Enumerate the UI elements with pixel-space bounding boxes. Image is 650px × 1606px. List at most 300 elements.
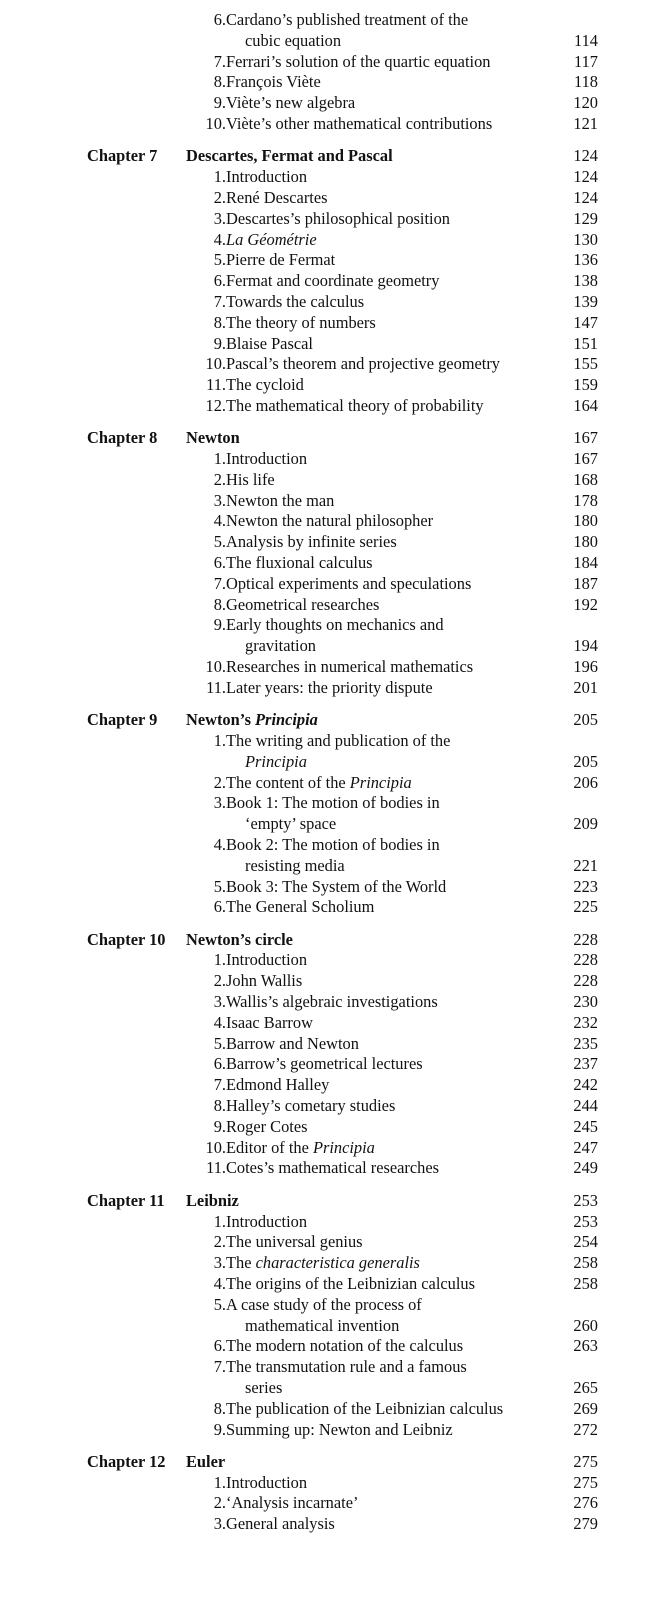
chapter-title <box>186 1190 239 1211</box>
page-number: 180 <box>573 511 598 531</box>
toc-entry <box>0 1472 650 1493</box>
page-number: 228 <box>573 950 598 970</box>
entry-title <box>226 949 307 970</box>
entry-title <box>226 510 433 531</box>
entry-number: 9. <box>213 1116 226 1136</box>
page-number: 124 <box>573 167 598 187</box>
toc-entry <box>0 166 650 187</box>
toc-entry <box>0 896 650 917</box>
entry-title-text: The modern notation of the calculus <box>226 1336 464 1356</box>
chapter-heading <box>0 145 650 166</box>
entry-title-text: Book 2: The motion of bodies in <box>226 834 440 854</box>
entry-title <box>226 730 450 751</box>
entry-title-text: Cotes’s mathematical researches <box>226 1158 439 1178</box>
page-number: 223 <box>573 876 598 896</box>
entry-title <box>226 1294 422 1315</box>
entry-number: 3. <box>213 1253 226 1273</box>
entry-title-text: The theory of numbers <box>226 312 376 332</box>
toc-entry <box>0 187 650 208</box>
entry-number: 2. <box>213 1493 226 1513</box>
toc-entry <box>0 1137 650 1158</box>
entry-title <box>226 677 433 698</box>
entry-number: 3. <box>213 208 226 228</box>
chapter-label: Chapter 12 <box>87 1451 166 1471</box>
entry-number: 5. <box>213 250 226 270</box>
entry-number: 2. <box>213 971 226 991</box>
entry-title <box>226 395 484 416</box>
entry-title <box>226 1231 363 1252</box>
entry-number: 8. <box>213 594 226 614</box>
chapter-heading <box>0 1190 650 1211</box>
chapter-title <box>186 929 293 950</box>
entry-number: 12. <box>205 395 226 415</box>
page-number: 276 <box>573 1493 598 1513</box>
entry-title <box>226 333 313 354</box>
page-number: 254 <box>573 1232 598 1252</box>
chapter-title-text: Newton’s circle <box>186 929 293 949</box>
entry-title-text: The mathematical theory of probability <box>226 395 484 415</box>
page-number: 164 <box>573 395 598 415</box>
entry-title <box>226 291 364 312</box>
chapter-label: Chapter 9 <box>87 710 158 730</box>
toc-entry <box>0 792 650 813</box>
page-number: 178 <box>573 490 598 510</box>
entry-title-text: John Wallis <box>226 971 303 991</box>
toc-entry <box>0 1033 650 1054</box>
toc-entry <box>0 71 650 92</box>
toc-entry <box>0 51 650 72</box>
entry-number: 2. <box>213 1232 226 1252</box>
entry-title-text: His life <box>226 469 275 489</box>
toc-entry <box>0 9 650 30</box>
toc-entry-continuation <box>0 1315 650 1336</box>
entry-number: 9. <box>213 333 226 353</box>
entry-title <box>226 552 373 573</box>
chapter-label: Chapter 8 <box>87 428 158 448</box>
entry-title <box>226 792 440 813</box>
entry-title-text: The General Scholium <box>226 897 375 917</box>
entry-number: 6. <box>213 553 226 572</box>
entry-number: 6. <box>213 897 226 917</box>
chapter-page-number: 228 <box>573 929 598 949</box>
page-number: 228 <box>573 971 598 991</box>
toc-entry <box>0 970 650 991</box>
page-number: 168 <box>573 469 598 489</box>
page-number: 192 <box>573 594 598 614</box>
entry-title-text: Early thoughts on mechanics and <box>226 615 444 635</box>
entry-number: 8. <box>213 312 226 332</box>
entry-title-text: Edmond Halley <box>226 1075 330 1095</box>
entry-title-text: The origins of the Leibnizian calculus <box>226 1273 475 1293</box>
toc-entry <box>0 1356 650 1377</box>
entry-title <box>226 51 490 72</box>
entry-title <box>226 448 307 469</box>
entry-title-text: The <box>226 1253 256 1273</box>
entry-title-text: Book 3: The System of the World <box>226 876 447 896</box>
entry-number: 8. <box>213 1398 226 1418</box>
entry-title <box>226 270 439 291</box>
toc-entry <box>0 208 650 229</box>
toc-entry <box>0 1513 650 1534</box>
entry-number: 8. <box>213 1096 226 1115</box>
toc-entry <box>0 510 650 531</box>
chapter-heading <box>0 709 650 730</box>
toc-entry <box>0 1231 650 1252</box>
chapter-title-text: Newton’s <box>186 710 256 730</box>
page-number: 206 <box>573 772 598 792</box>
toc-entry <box>0 291 650 312</box>
entry-title-text: Introduction <box>226 1472 308 1492</box>
entry-title-text: The content of the <box>226 772 350 792</box>
page-number: 118 <box>574 72 598 92</box>
entry-title-text: Viète’s other mathematical contributions <box>226 114 493 133</box>
toc-entry <box>0 448 650 469</box>
entry-title-italic: La Géométrie <box>226 229 317 249</box>
entry-number: 7. <box>213 1075 226 1095</box>
entry-title-continued: resisting media <box>245 855 345 875</box>
chapter-label: Chapter 7 <box>87 146 158 166</box>
entry-title <box>226 208 450 229</box>
entry-title <box>226 113 492 134</box>
page-number: 121 <box>573 114 598 133</box>
page-number: 205 <box>573 751 598 771</box>
chapter-title-text: Descartes, Fermat and Pascal <box>186 146 393 166</box>
chapter-page-number: 253 <box>573 1190 598 1210</box>
toc-entry <box>0 1398 650 1419</box>
toc-entry <box>0 834 650 855</box>
chapter-title <box>186 427 240 448</box>
entry-title-text: Book 1: The motion of bodies in <box>226 793 440 813</box>
toc-entry <box>0 677 650 698</box>
entry-title-text: Later years: the priority dispute <box>226 677 433 697</box>
entry-number: 5. <box>213 1033 226 1053</box>
entry-title <box>226 531 397 552</box>
entry-title <box>226 1137 375 1158</box>
page-number: 221 <box>573 855 598 875</box>
entry-title-italic: Principia <box>312 1137 375 1157</box>
page-number: 249 <box>573 1158 598 1178</box>
toc-entry <box>0 1335 650 1356</box>
page-number: 272 <box>573 1419 598 1439</box>
entry-title <box>226 1074 329 1095</box>
entry-number: 10. <box>205 114 226 133</box>
page-number: 263 <box>573 1336 598 1356</box>
entry-title-text: Ferrari’s solution of the quartic equation <box>226 51 491 71</box>
toc-entry <box>0 229 650 250</box>
entry-title-text: The publication of the Leibnizian calculus <box>226 1398 504 1418</box>
entry-number: 4. <box>213 511 226 531</box>
page-number: 235 <box>573 1033 598 1053</box>
entry-number: 11. <box>206 1158 226 1178</box>
entry-title-text: Blaise Pascal <box>226 333 313 353</box>
entry-number: 4. <box>213 1012 226 1032</box>
toc-entry <box>0 353 650 374</box>
page-number: 130 <box>573 229 598 249</box>
entry-title-text: Barrow’s geometrical lectures <box>226 1054 423 1074</box>
entry-number: 4. <box>213 1273 226 1293</box>
toc-entry-continuation <box>0 813 650 834</box>
toc-entry <box>0 249 650 270</box>
entry-title-text: Introduction <box>226 950 308 970</box>
toc-entry <box>0 1157 650 1178</box>
entry-title <box>226 1095 395 1116</box>
entry-title <box>226 1398 503 1419</box>
entry-title-text: François Viète <box>226 72 321 92</box>
entry-title-text: General analysis <box>226 1514 335 1534</box>
page-number: 194 <box>573 636 598 656</box>
toc-entry <box>0 573 650 594</box>
entry-title-text: Introduction <box>226 449 308 468</box>
page-number: 196 <box>573 657 598 676</box>
toc-entry <box>0 113 650 134</box>
toc-entry <box>0 490 650 511</box>
page-number: 120 <box>573 93 598 113</box>
entry-title-text: Newton the natural philosopher <box>226 511 434 531</box>
entry-title <box>226 1273 475 1294</box>
entry-title <box>226 374 304 395</box>
entry-title-text: Researches in numerical mathematics <box>226 657 474 676</box>
chapter-heading <box>0 427 650 448</box>
entry-title-text: The universal genius <box>226 1232 363 1252</box>
entry-title-text: Newton the man <box>226 490 335 510</box>
entry-title-continued: cubic equation <box>245 30 342 50</box>
chapter-label: Chapter 10 <box>87 929 166 949</box>
page-number: 209 <box>573 814 598 834</box>
entry-number: 1. <box>213 1472 226 1492</box>
entry-number: 1. <box>213 449 226 468</box>
entry-title-continued: gravitation <box>245 636 317 656</box>
entry-title-text: ‘Analysis incarnate’ <box>226 1493 359 1513</box>
entry-title <box>226 312 376 333</box>
entry-number: 5. <box>213 532 226 552</box>
entry-number: 3. <box>213 490 226 510</box>
entry-title-text: Barrow and Newton <box>226 1033 359 1053</box>
page-number: 124 <box>573 187 598 207</box>
entry-title <box>226 1492 358 1513</box>
entry-title <box>226 991 438 1012</box>
page-number: 187 <box>573 573 598 593</box>
entry-title <box>226 1033 359 1054</box>
chapter-title <box>186 145 393 166</box>
entry-number: 3. <box>213 992 226 1011</box>
chapter-title-text: Newton <box>186 428 240 448</box>
entry-title <box>226 772 412 793</box>
entry-number: 1. <box>213 730 226 750</box>
entry-title-text: Isaac Barrow <box>226 1012 313 1032</box>
entry-title-text: Pascal’s theorem and projective geometry <box>226 354 500 374</box>
chapter-title <box>186 709 318 730</box>
page-number: 258 <box>573 1273 598 1293</box>
entry-number: 8. <box>213 72 226 92</box>
page-number: 138 <box>573 271 598 291</box>
toc-entry <box>0 1053 650 1074</box>
entry-title-text: Summing up: Newton and Leibniz <box>226 1419 453 1439</box>
chapter-title-text: Leibniz <box>186 1190 239 1210</box>
entry-title-text: Editor of the <box>226 1137 313 1157</box>
entry-number: 9. <box>213 615 226 635</box>
page-number: 247 <box>573 1137 598 1157</box>
toc-entry <box>0 949 650 970</box>
entry-number: 10. <box>205 354 226 374</box>
toc-entry <box>0 1116 650 1137</box>
entry-title-text: Viète’s new algebra <box>226 93 356 113</box>
toc-entry <box>0 1012 650 1033</box>
toc-entry <box>0 656 650 677</box>
entry-number: 10. <box>205 657 226 676</box>
entry-title-text: Wallis’s algebraic investigations <box>226 992 438 1011</box>
page-number: 167 <box>573 449 598 468</box>
chapter-label: Chapter 11 <box>87 1190 165 1210</box>
chapter-title <box>186 1451 225 1472</box>
page-number: 114 <box>574 30 598 50</box>
page-number: 129 <box>573 208 598 228</box>
entry-number: 7. <box>213 573 226 593</box>
toc-entry-continuation <box>0 635 650 656</box>
entry-number: 6. <box>213 10 226 29</box>
entry-number: 6. <box>213 271 226 291</box>
entry-title-continued: mathematical invention <box>245 1315 400 1335</box>
entry-title-text: Roger Cotes <box>226 1116 308 1136</box>
entry-title <box>226 71 321 92</box>
toc-entry-continuation <box>0 751 650 772</box>
entry-title-text: The writing and publication of the <box>226 730 451 750</box>
toc-entry-continuation <box>0 1377 650 1398</box>
toc-entry <box>0 374 650 395</box>
page-number: 253 <box>573 1211 598 1231</box>
page-number: 147 <box>573 312 598 332</box>
toc-entry-continuation <box>0 855 650 876</box>
entry-title <box>226 1513 335 1534</box>
entry-title <box>226 229 317 250</box>
page-number: 279 <box>573 1514 598 1534</box>
page-number: 242 <box>573 1075 598 1095</box>
entry-number: 10. <box>205 1137 226 1157</box>
chapter-title-italic: Principia <box>255 710 318 730</box>
chapter-page-number: 205 <box>573 710 598 730</box>
page-number: 237 <box>573 1054 598 1074</box>
entry-number: 11. <box>206 677 226 697</box>
entry-title-italic: characteristica generalis <box>255 1253 420 1273</box>
page-number: 136 <box>573 250 598 270</box>
page-number: 269 <box>573 1398 598 1418</box>
toc-entry <box>0 1273 650 1294</box>
entry-title <box>226 970 302 991</box>
toc-entry <box>0 469 650 490</box>
toc-entry <box>0 876 650 897</box>
entry-number: 2. <box>213 187 226 207</box>
entry-number: 4. <box>213 834 226 854</box>
page-number: 265 <box>573 1377 598 1397</box>
entry-title <box>226 353 500 374</box>
entry-title-text: The fluxional calculus <box>226 553 373 572</box>
entry-title-text: Analysis by infinite series <box>226 532 397 552</box>
entry-title <box>226 834 440 855</box>
chapter-page-number: 124 <box>573 146 598 166</box>
entry-number: 7. <box>213 51 226 71</box>
entry-number: 3. <box>213 793 226 813</box>
entry-title <box>226 249 335 270</box>
chapter-heading <box>0 929 650 950</box>
entry-title <box>226 1012 313 1033</box>
entry-title <box>226 594 379 615</box>
entry-title-text: Geometrical researches <box>226 594 380 614</box>
entry-title <box>226 876 446 897</box>
entry-number: 1. <box>213 950 226 970</box>
page-number: 159 <box>573 375 598 395</box>
entry-title <box>226 1252 420 1273</box>
page-number: 225 <box>573 897 598 917</box>
toc-entry <box>0 594 650 615</box>
entry-title <box>226 1335 463 1356</box>
entry-title-continued: ‘empty’ space <box>245 814 337 834</box>
toc-entry <box>0 1419 650 1440</box>
toc-entry <box>0 1492 650 1513</box>
page-number: 245 <box>573 1116 598 1136</box>
entry-number: 5. <box>213 876 226 896</box>
entry-title-text: Descartes’s philosophical position <box>226 208 450 228</box>
page-number: 244 <box>573 1096 598 1115</box>
entry-title <box>226 9 468 30</box>
toc-entry-continuation <box>0 30 650 51</box>
entry-title <box>226 614 444 635</box>
entry-number: 5. <box>213 1294 226 1314</box>
entry-title <box>226 573 471 594</box>
entry-title <box>226 1211 307 1232</box>
page-number: 260 <box>573 1315 598 1335</box>
entry-title <box>226 656 473 677</box>
entry-number: 7. <box>213 1357 226 1377</box>
entry-title <box>226 1356 467 1377</box>
entry-number: 3. <box>213 1514 226 1534</box>
toc-entry <box>0 1294 650 1315</box>
entry-number: 2. <box>213 469 226 489</box>
page-number: 155 <box>573 354 598 374</box>
entry-number: 1. <box>213 1211 226 1231</box>
toc-entry <box>0 552 650 573</box>
entry-title <box>226 1472 307 1493</box>
entry-title-text: The transmutation rule and a famous <box>226 1357 467 1377</box>
toc-entry <box>0 614 650 635</box>
page-number: 230 <box>573 992 598 1011</box>
entry-title <box>226 166 307 187</box>
entry-title <box>226 1157 439 1178</box>
entry-number: 2. <box>213 772 226 792</box>
entry-title-text: René Descartes <box>226 187 328 207</box>
entry-number: 9. <box>213 1419 226 1439</box>
page-number: 184 <box>573 553 598 572</box>
entry-title <box>226 896 374 917</box>
toc-entry <box>0 1095 650 1116</box>
page-number: 180 <box>573 532 598 552</box>
page-number: 275 <box>573 1472 598 1492</box>
toc-entry <box>0 395 650 416</box>
entry-number: 7. <box>213 291 226 311</box>
entry-title-text: A case study of the process of <box>226 1294 422 1314</box>
page-number: 139 <box>573 291 598 311</box>
toc-entry <box>0 1252 650 1273</box>
toc-entry <box>0 270 650 291</box>
entry-title <box>226 469 275 490</box>
entry-number: 11. <box>206 375 226 395</box>
entry-number: 9. <box>213 93 226 113</box>
page-number: 201 <box>573 677 598 697</box>
entry-title-text: Introduction <box>226 167 308 187</box>
toc-entry <box>0 1074 650 1095</box>
entry-number: 4. <box>213 229 226 249</box>
entry-title <box>226 1053 423 1074</box>
toc-entry <box>0 312 650 333</box>
entry-title-text: Cardano’s published treatment of the <box>226 10 469 29</box>
